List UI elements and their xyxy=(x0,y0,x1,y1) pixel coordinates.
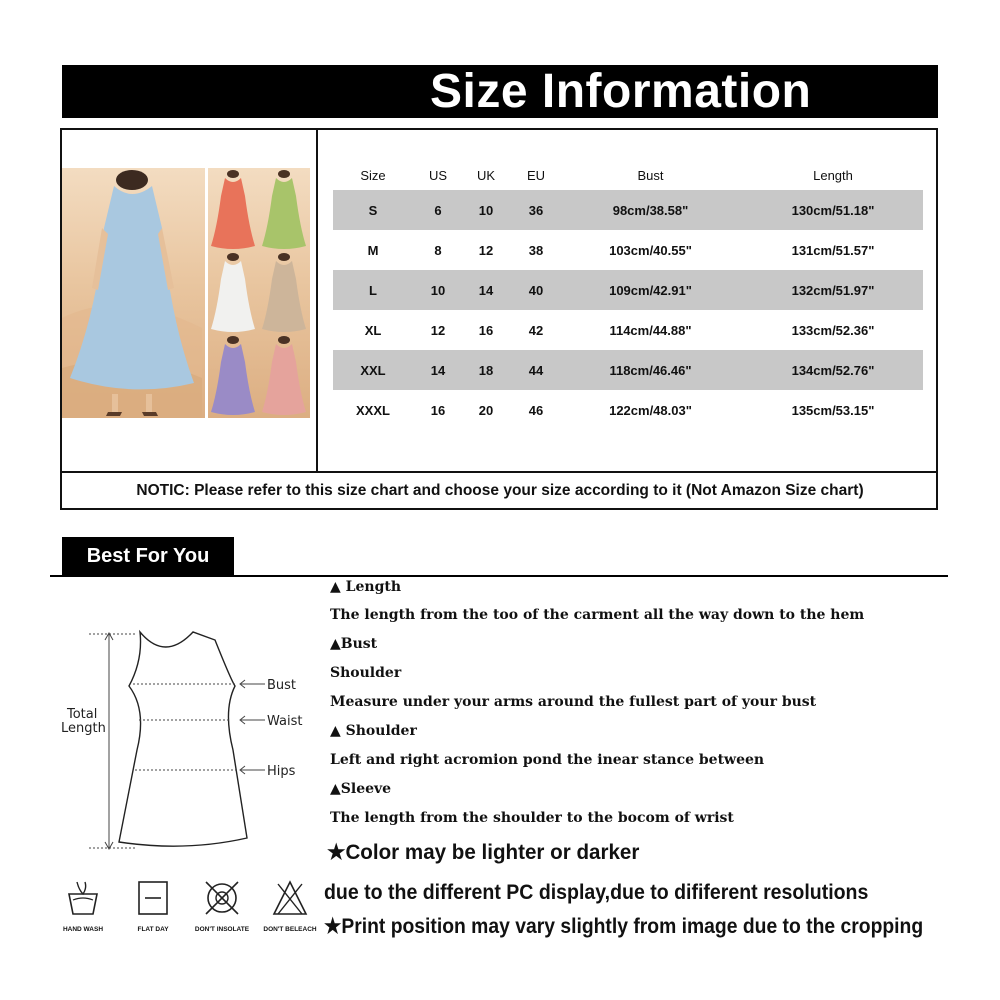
dont-insolate-icon xyxy=(202,878,242,918)
table-cell-uk: 10 xyxy=(478,202,494,218)
header-eu: EU xyxy=(526,167,546,183)
dont-insolate-label: DON'T INSOLATE xyxy=(194,926,250,933)
best-for-you-tab: Best For You xyxy=(62,537,234,575)
total-length-label-2: Length xyxy=(61,721,106,736)
table-row xyxy=(333,230,923,270)
flat-dry-label: FLAT DAY xyxy=(137,926,169,933)
care-dont-bleach xyxy=(260,878,320,933)
table-cell-us: 16 xyxy=(430,402,446,418)
table-cell-length: 130cm/51.18" xyxy=(791,202,875,218)
header-us: US xyxy=(428,167,448,183)
table-cell-eu: 46 xyxy=(528,402,544,418)
main-dress-shape xyxy=(70,186,194,389)
table-cell-us: 12 xyxy=(430,322,446,338)
table-cell-bust: 114cm/44.88" xyxy=(609,322,692,338)
chart-divider-vertical xyxy=(316,128,318,472)
header-length: Length xyxy=(813,167,853,183)
dress-outline xyxy=(119,632,247,846)
desc-length-text: The length from the too of the carment all the way down to the hem xyxy=(330,607,865,623)
table-cell-us: 14 xyxy=(430,362,446,378)
table-cell-length: 131cm/51.57" xyxy=(791,242,875,258)
color-variant-dress xyxy=(211,178,255,249)
table-cell-us: 8 xyxy=(434,242,442,258)
dont-bleach-icon xyxy=(270,878,310,918)
color-variant-dress xyxy=(211,344,255,415)
table-cell-eu: 40 xyxy=(528,282,544,298)
table-cell-bust: 103cm/40.55" xyxy=(609,242,692,258)
total-length-label-1: Total xyxy=(67,707,98,722)
color-variant-dress xyxy=(262,344,306,415)
title-banner xyxy=(62,65,938,118)
table-cell-uk: 14 xyxy=(478,282,494,298)
desc-sleeve-heading: ▲Sleeve xyxy=(330,781,392,797)
header-uk: UK xyxy=(476,167,496,183)
table-row xyxy=(333,390,923,430)
care-dont-insolate xyxy=(192,878,252,933)
table-cell-us: 10 xyxy=(430,282,446,298)
note-resolution: due to the different PC display,due to dififerent resolutions xyxy=(324,881,869,904)
table-cell-eu: 42 xyxy=(528,322,544,338)
table-cell-size: XL xyxy=(364,322,382,338)
desc-shoulder-heading: ▲ Shoulder xyxy=(330,723,417,739)
desc-bust-heading: ▲Bust xyxy=(330,636,378,652)
table-cell-eu: 38 xyxy=(528,242,544,258)
table-cell-bust: 118cm/46.46" xyxy=(609,362,692,378)
waist-label: Waist xyxy=(267,714,303,729)
color-variant-dress xyxy=(262,261,306,332)
table-cell-uk: 20 xyxy=(478,402,494,418)
page-title: Size Information xyxy=(430,65,812,118)
dont-bleach-label: DON'T BELEACH xyxy=(263,926,317,933)
table-row xyxy=(333,190,923,230)
table-cell-length: 133cm/52.36" xyxy=(791,322,875,338)
product-photo xyxy=(62,168,310,418)
table-cell-size: S xyxy=(368,202,378,218)
desc-bust-text: Measure under your arms around the fullest part of your bust xyxy=(330,694,817,710)
header-bust: Bust xyxy=(637,167,664,183)
care-hand-wash xyxy=(53,878,113,933)
color-variant-dress xyxy=(262,178,306,249)
table-cell-size: M xyxy=(367,242,379,258)
best-for-you-underline xyxy=(50,575,948,577)
table-cell-eu: 36 xyxy=(528,202,544,218)
desc-shoulder-text: Left and right acromion pond the inear stance between xyxy=(330,752,765,768)
table-cell-size: L xyxy=(369,282,377,298)
note-color: ★Color may be lighter or darker xyxy=(327,841,640,864)
desc-shoulder-sub: Shoulder xyxy=(330,665,402,681)
table-header-row xyxy=(333,160,923,190)
table-cell-length: 134cm/52.76" xyxy=(791,362,875,378)
table-cell-eu: 44 xyxy=(528,362,544,378)
care-flat-dry xyxy=(123,878,183,933)
table-cell-length: 135cm/53.15" xyxy=(791,402,875,418)
table-cell-uk: 16 xyxy=(478,322,494,338)
table-cell-length: 132cm/51.97" xyxy=(791,282,875,298)
hand-wash-label: HAND WASH xyxy=(62,926,104,933)
note-print-position: ★Print position may vary slightly from image due to the cropping xyxy=(324,915,924,938)
desc-sleeve-text: The length from the shoulder to the bocom of wrist xyxy=(330,810,734,826)
table-cell-uk: 12 xyxy=(478,242,494,258)
table-cell-bust: 98cm/38.58" xyxy=(612,202,689,218)
size-table xyxy=(333,160,923,430)
table-cell-uk: 18 xyxy=(478,362,494,378)
flat-dry-icon xyxy=(133,878,173,918)
size-notice: NOTIC: Please refer to this size chart and choose your size according to it (Not Amazon Size chart) xyxy=(136,482,864,499)
table-cell-bust: 109cm/42.91" xyxy=(609,282,692,298)
table-row xyxy=(333,310,923,350)
hand-wash-icon xyxy=(63,878,103,918)
color-variant-dress xyxy=(211,261,255,332)
color-variants xyxy=(208,168,310,418)
header-size: Size xyxy=(360,167,386,183)
table-cell-size: XXL xyxy=(360,362,386,378)
table-cell-bust: 122cm/48.03" xyxy=(609,402,692,418)
table-row xyxy=(333,350,923,390)
table-cell-size: XXXL xyxy=(356,402,390,418)
desc-length-heading: ▲ Length xyxy=(330,579,402,595)
dress-measurement-diagram xyxy=(55,620,325,860)
table-row xyxy=(333,270,923,310)
hips-label: Hips xyxy=(267,764,296,779)
bust-label: Bust xyxy=(267,678,297,693)
table-cell-us: 6 xyxy=(434,202,442,218)
